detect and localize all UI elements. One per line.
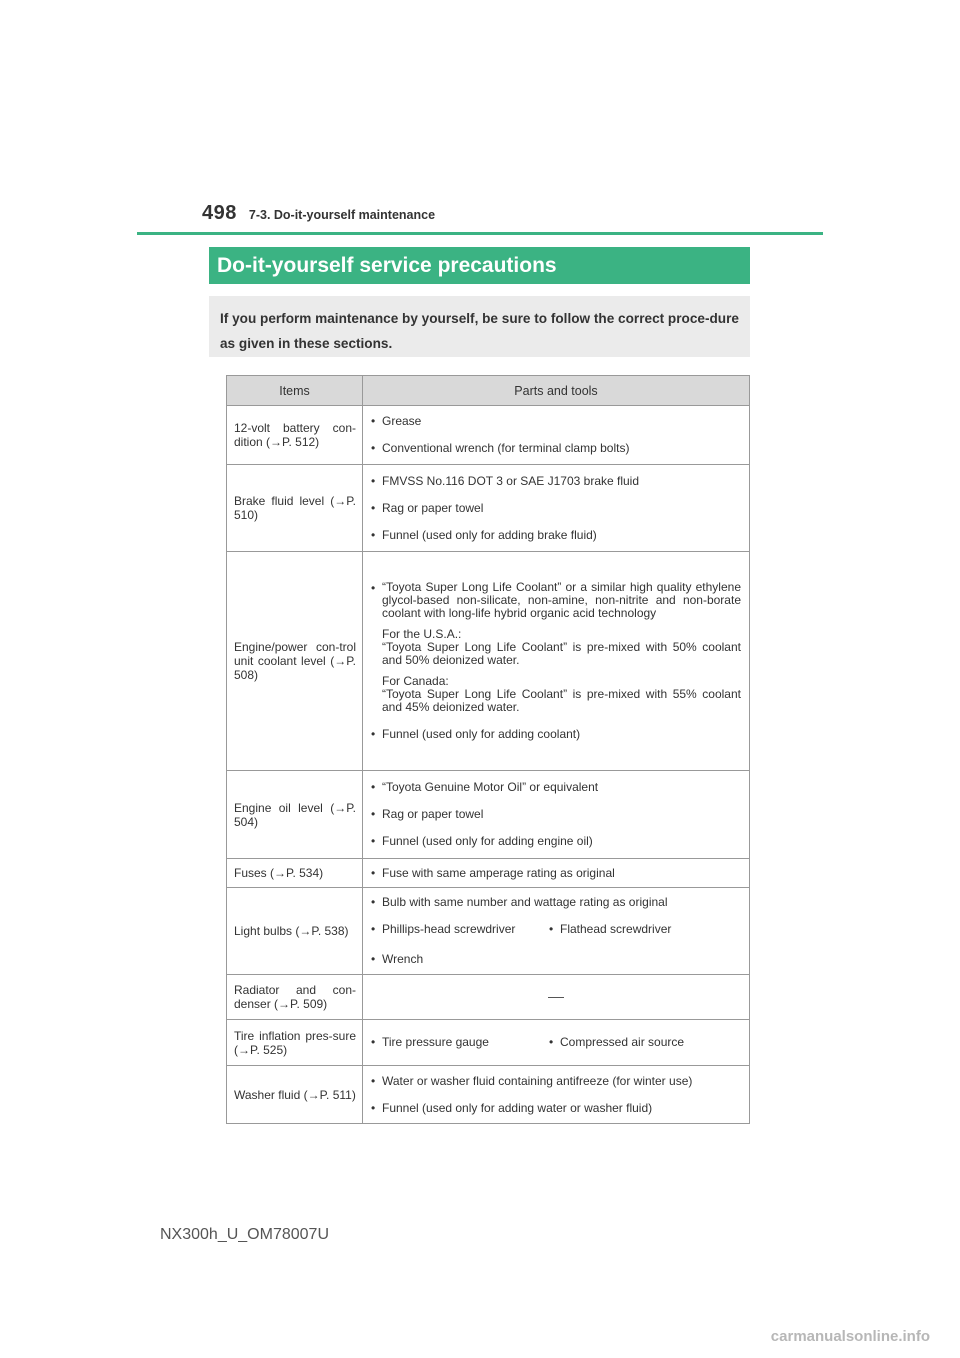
- table-row: [227, 465, 750, 552]
- usa-text: “Toyota Super Long Life Coolant” is pre-mixed with 50% coolant and 50% deionized water.: [382, 639, 741, 667]
- empty-dash: [548, 997, 564, 998]
- table-row: [227, 1020, 750, 1066]
- item-cell: Engine/power con-trol unit coolant level (→P. 508): [227, 552, 363, 771]
- header-items: Items: [227, 376, 363, 406]
- tools-cell: [363, 975, 750, 1020]
- item-cell: 12-volt battery con-dition (→P. 512): [227, 406, 363, 465]
- table-row: [227, 859, 750, 888]
- list-item: • Funnel (used only for adding coolant): [371, 726, 581, 741]
- header-parts: Parts and tools: [363, 376, 750, 406]
- section-label: 7-3. Do-it-yourself maintenance: [248, 208, 436, 222]
- page-header: [202, 202, 435, 225]
- table-header-row: [227, 376, 750, 406]
- item-cell: Tire inflation pres-sure (→P. 525): [227, 1020, 363, 1066]
- tools-cell: [363, 552, 750, 771]
- list-item: • “Toyota Genuine Motor Oil” or equivalent: [371, 780, 599, 794]
- list-item: • Bulb with same number and wattage rating as original: [371, 895, 668, 909]
- watermark: carmanualsonline.info: [770, 1328, 930, 1345]
- item-cell: Brake fluid level (→P. 510): [227, 465, 363, 552]
- header-rule: [137, 232, 823, 235]
- list-item: • Conventional wrench (for terminal clamp bolts): [371, 441, 630, 455]
- list-item: • FMVSS No.116 DOT 3 or SAE J1703 brake fluid: [371, 473, 640, 488]
- tools-cell: [363, 406, 750, 465]
- two-column-list: [371, 1035, 741, 1049]
- item-cell: Fuses (→P. 534): [227, 859, 363, 888]
- tools-cell: [363, 888, 750, 975]
- list-item: • Funnel (used only for adding brake fluid): [371, 527, 597, 542]
- two-column-list: [371, 922, 741, 936]
- table-row: [227, 771, 750, 859]
- table-row: [227, 1066, 750, 1124]
- item-cell: Engine oil level (→P. 504): [227, 771, 363, 859]
- parts-table: [226, 375, 750, 1124]
- list-item: • Funnel (used only for adding water or washer fluid): [371, 1100, 653, 1115]
- item-cell: Washer fluid (→P. 511): [227, 1066, 363, 1124]
- list-item: • Compressed air source: [549, 1035, 685, 1049]
- tools-cell: [363, 1066, 750, 1124]
- page-number: 498: [202, 202, 237, 224]
- tools-cell: [363, 771, 750, 859]
- list-item: • Rag or paper towel: [371, 500, 484, 515]
- table-row: [227, 975, 750, 1020]
- table-row: [227, 406, 750, 465]
- list-item: • Wrench: [371, 952, 424, 966]
- list-item: • Tire pressure gauge: [371, 1035, 489, 1049]
- list-item: • Funnel (used only for adding engine oil): [371, 834, 593, 848]
- list-item: • Flathead screwdriver: [549, 922, 672, 936]
- tools-cell: [363, 859, 750, 888]
- canada-text: “Toyota Super Long Life Coolant” is pre-mixed with 55% coolant and 45% deionized water.: [382, 686, 741, 714]
- section-title: Do-it-yourself service precautions: [209, 247, 750, 284]
- table-row: [227, 888, 750, 975]
- list-item: • Grease: [371, 414, 422, 428]
- intro-text: If you perform maintenance by yourself, be sure to follow the correct proce-dure as given in these sections.: [209, 296, 750, 357]
- footer-code: NX300h_U_OM78007U: [160, 1226, 329, 1243]
- list-item: • Phillips-head screwdriver: [371, 922, 516, 936]
- canada-label: For Canada:: [382, 673, 449, 688]
- list-item: • “Toyota Super Long Life Coolant” or a similar high quality ethylene glycol-based non-silicate, non-amine, non-nitrite and non-borate coolant with long-life hybrid organic acid technology: [371, 579, 741, 620]
- tools-cell: [363, 1020, 750, 1066]
- list-item: • Rag or paper towel: [371, 807, 484, 821]
- table-row: [227, 552, 750, 771]
- tools-cell: [363, 465, 750, 552]
- list-item: • Fuse with same amperage rating as original: [371, 866, 615, 880]
- list-item: • Water or washer fluid containing antifreeze (for winter use): [371, 1073, 693, 1088]
- item-cell: Light bulbs (→P. 538): [227, 888, 363, 975]
- item-cell: Radiator and con-denser (→P. 509): [227, 975, 363, 1020]
- usa-label: For the U.S.A.:: [382, 626, 462, 641]
